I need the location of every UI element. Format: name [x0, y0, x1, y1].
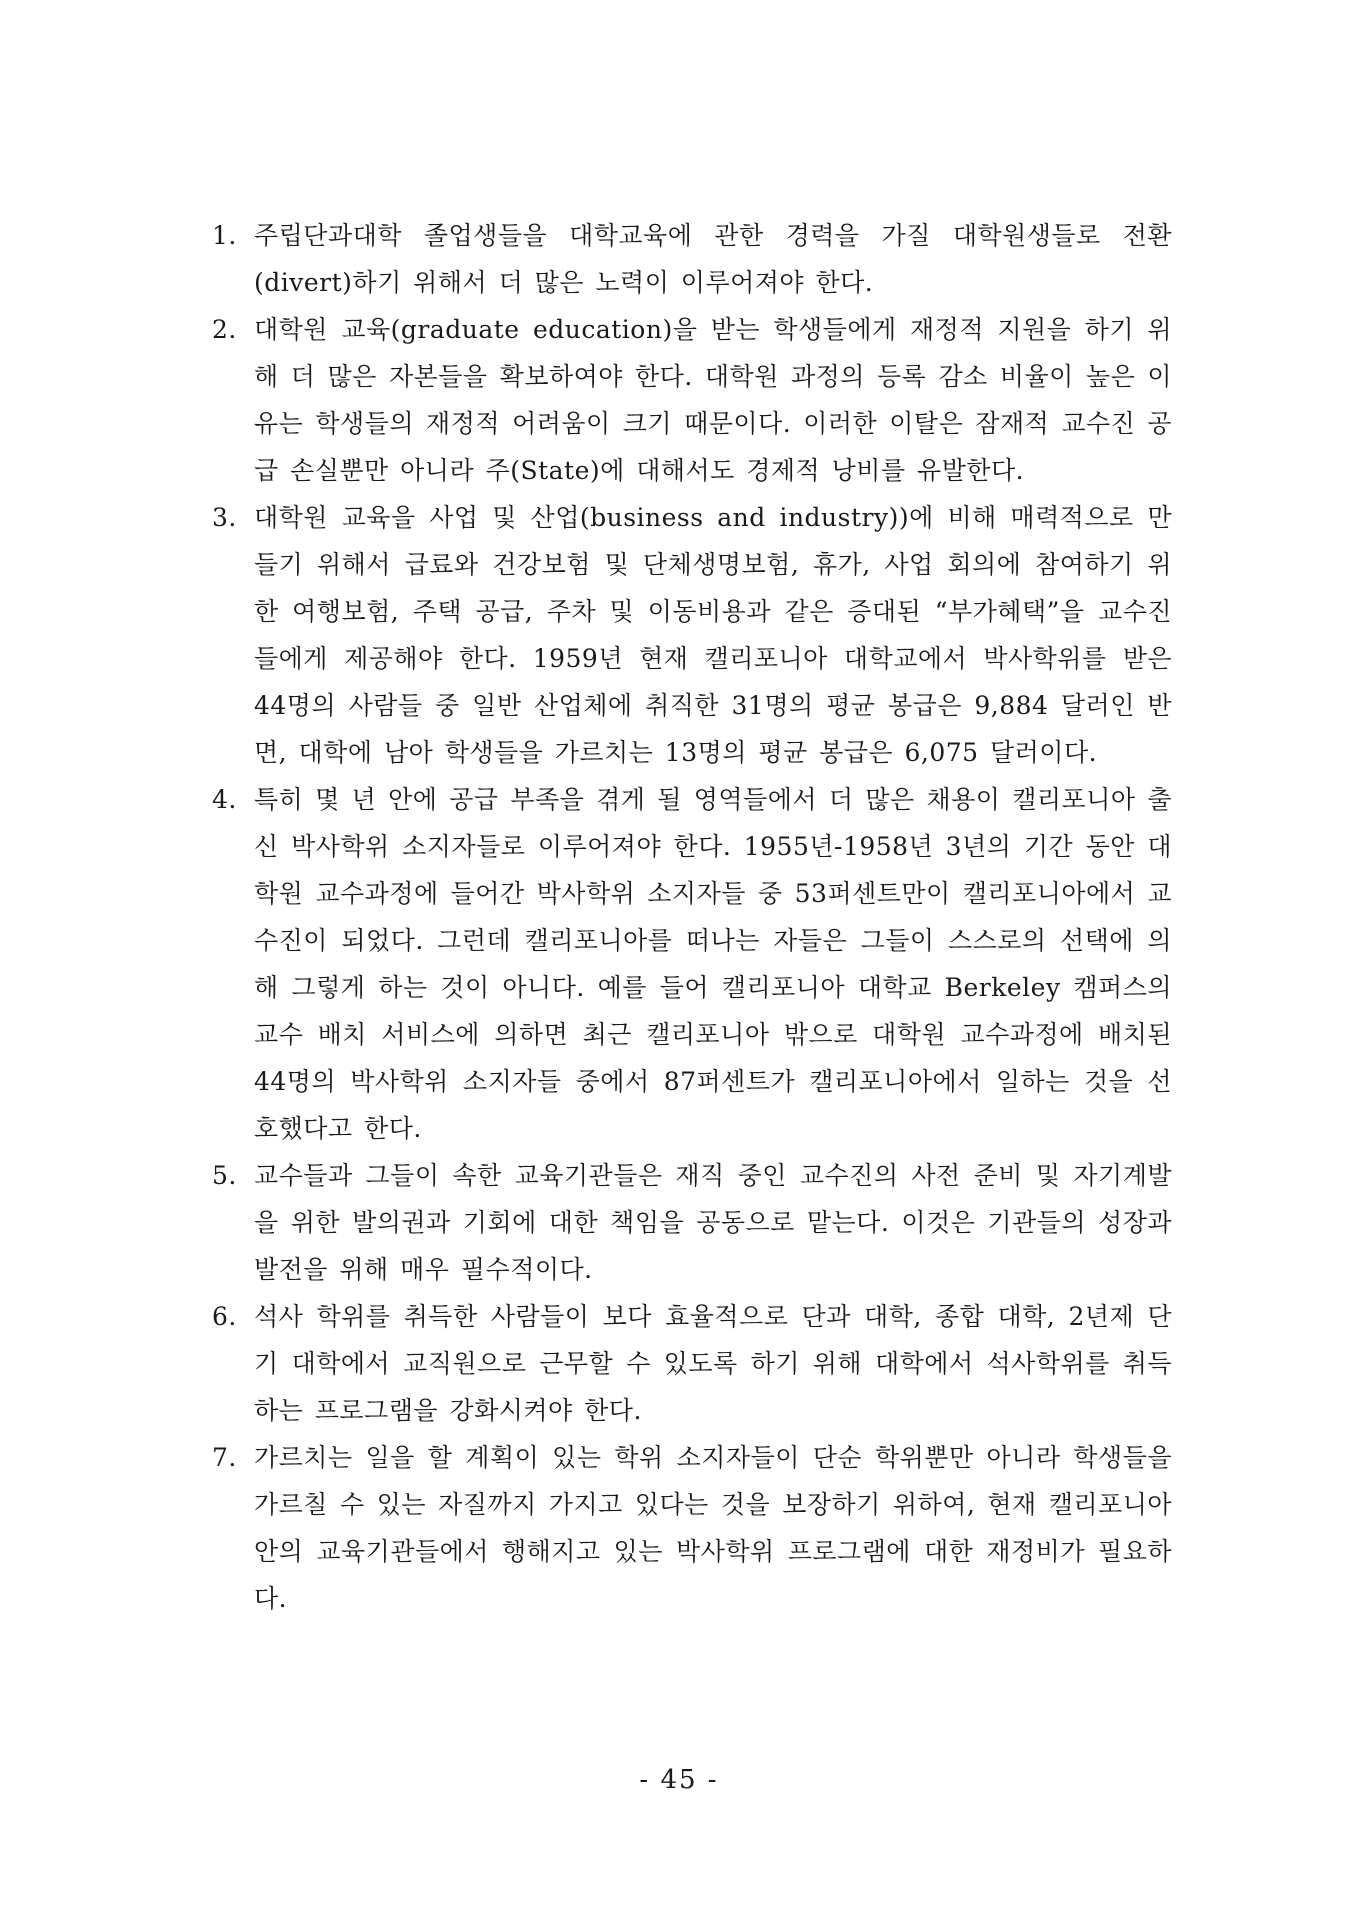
list-item-text: 대학원 교육(graduate education)을 받는 학생들에게 재정적 지원을 하기 위해 더 많은 자본들을 확보하여야 한다. 대학원 과정의 등록 감소 비율이 높은 이유는 학생들의 재정적 어려움이 크기 때문이다. 이러한 이탈은 잠재적 교수진 공급 손실뿐만 아니라 주(State)에 대해서도 경제적 낭비를 유발한다.	[254, 315, 1172, 485]
list-item	[212, 212, 1172, 306]
list-item-number: 4.	[212, 785, 237, 814]
list-item	[212, 306, 1172, 494]
list-item-text: 가르치는 일을 할 계획이 있는 학위 소지자들이 단순 학위뿐만 아니라 학생들을 가르칠 수 있는 자질까지 가지고 있다는 것을 보장하기 위하여, 현재 캘리포니아 안의 교육기관들에서 행해지고 있는 박사학위 프로그램에 대한 재정비가 필요하다.	[254, 1443, 1172, 1613]
list-item-text: 주립단과대학 졸업생들을 대학교육에 관한 경력을 가질 대학원생들로 전환(divert)하기 위해서 더 많은 노력이 이루어져야 한다.	[254, 221, 1172, 297]
list-item-text: 석사 학위를 취득한 사람들이 보다 효율적으로 단과 대학, 종합 대학, 2년제 단기 대학에서 교직원으로 근무할 수 있도록 하기 위해 대학에서 석사학위를 취득하는 프로그램을 강화시켜야 한다.	[254, 1302, 1172, 1425]
list-item-number: 7.	[212, 1443, 237, 1472]
recommendation-list	[212, 212, 1172, 1622]
list-item	[212, 1152, 1172, 1293]
list-item-number: 1.	[212, 221, 237, 250]
list-item-number: 6.	[212, 1302, 237, 1331]
list-item-text: 교수들과 그들이 속한 교육기관들은 재직 중인 교수진의 사전 준비 및 자기계발을 위한 발의권과 기회에 대한 책임을 공동으로 맡는다. 이것은 기관들의 성장과 발전을 위해 매우 필수적이다.	[254, 1161, 1172, 1284]
list-item	[212, 1293, 1172, 1434]
list-item	[212, 776, 1172, 1152]
page-number: - 45 -	[639, 1765, 719, 1795]
list-item-text: 특히 몇 년 안에 공급 부족을 겪게 될 영역들에서 더 많은 채용이 캘리포니아 출신 박사학위 소지자들로 이루어져야 한다. 1955년-1958년 3년의 기간 동안 대학원 교수과정에 들어간 박사학위 소지자들 중 53퍼센트만이 캘리포니아에서 교수진이 되었다. 그런데 캘리포니아를 떠나는 자들은 그들이 스스로의 선택에 의해 그렇게 하는 것이 아니다. 예를 들어 캘리포니아 대학교 Berkeley 캠퍼스의 교수 배치 서비스에 의하면 최근 캘리포니아 밖으로 대학원 교수과정에 배치된 44명의 박사학위 소지자들 중에서 87퍼센트가 캘리포니아에서 일하는 것을 선호했다고 한다.	[254, 785, 1172, 1143]
list-item	[212, 494, 1172, 776]
list-item-number: 5.	[212, 1161, 237, 1190]
list-item	[212, 1434, 1172, 1622]
list-item-text: 대학원 교육을 사업 및 산업(business and industry))에 비해 매력적으로 만들기 위해서 급료와 건강보험 및 단체생명보험, 휴가, 사업 회의에 참여하기 위한 여행보험, 주택 공급, 주차 및 이동비용과 같은 증대된 “부가혜택”을 교수진들에게 제공해야 한다. 1959년 현재 캘리포니아 대학교에서 박사학위를 받은 44명의 사람들 중 일반 산업체에 취직한 31명의 평균 봉급은 9,884 달러인 반면, 대학에 남아 학생들을 가르치는 13명의 평균 봉급은 6,075 달러이다.	[254, 503, 1172, 767]
list-item-number: 2.	[212, 315, 237, 344]
list-item-number: 3.	[212, 503, 237, 532]
